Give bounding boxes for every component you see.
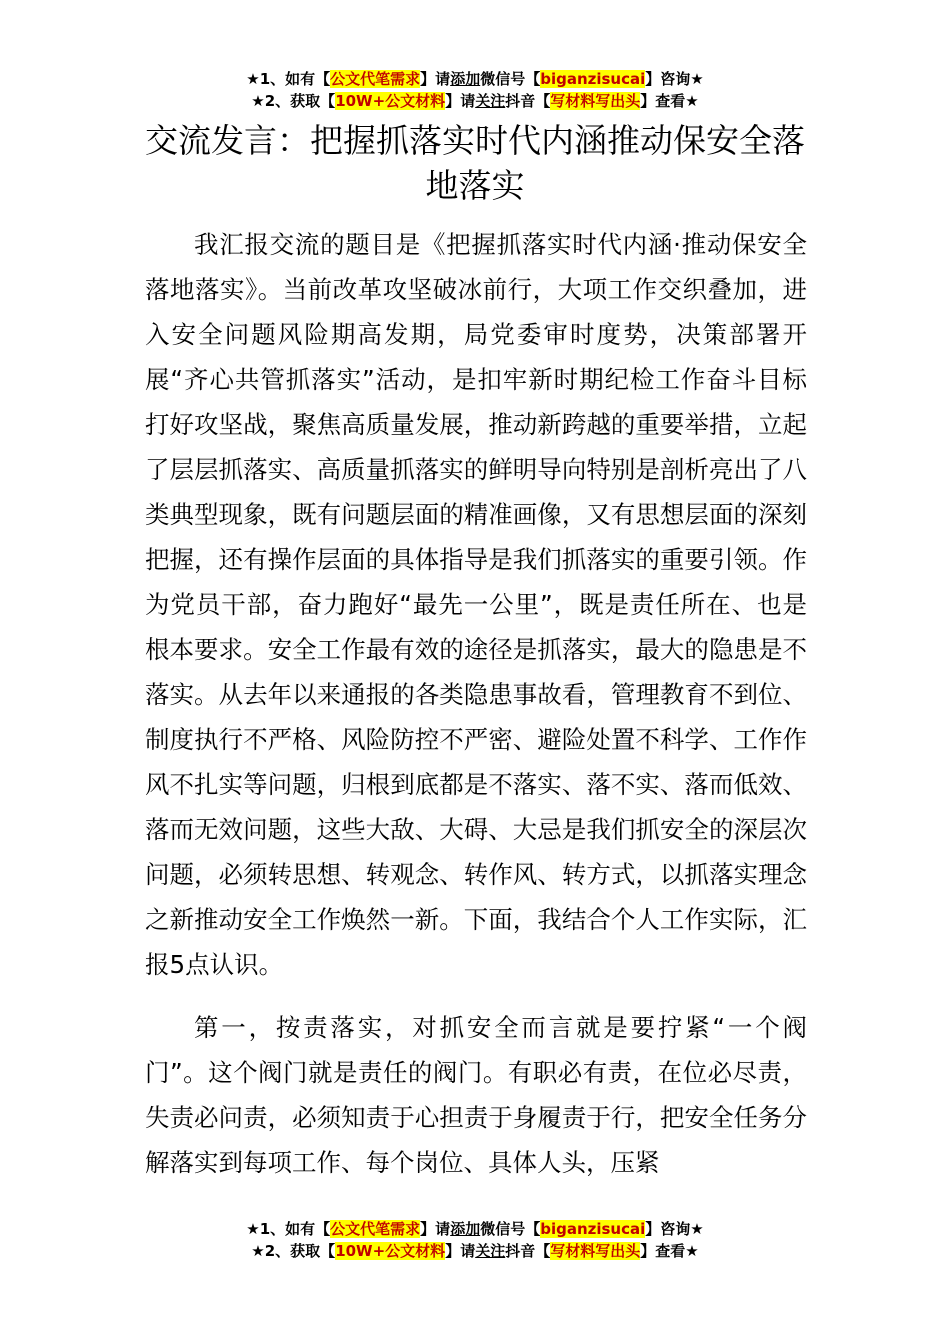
- document-body: [145, 222, 807, 1185]
- paragraph-intro: 我汇报交流的题目是《把握抓落实时代内涵·推动保安全落地落实》。当前改革攻坚破冰前行，大项工作交织叠加，进入安全问题风险期高发期，局党委审时度势，决策部署开展“齐心共管抓落实”活动，是扣牢新时期纪检工作奋斗目标打好攻坚战，聚焦高质量发展，推动新跨越的重要举措，立起了层层抓落实、高质量抓落实的鲜明导向特别是剖析亮出了八类典型现象，既有问题层面的精准画像，又有思想层面的深刻把握，还有操作层面的具体指导是我们抓落实的重要引领。作为党员干部，奋力跑好“最先一公里”，既是责任所在、也是根本要求。安全工作最有效的途径是抓落实，最大的隐患是不落实。从去年以来通报的各类隐患事故看，管理教育不到位、制度执行不严格、风险防控不严密、避险处置不科学、工作作风不扎实等问题，归根到底都是不落实、落不实、落而低效、落而无效问题，这些大敌、大碍、大忌是我们抓安全的深层次问题，必须转思想、转观念、转作风、转方式，以抓落实理念之新推动安全工作焕然一新。下面，我结合个人工作实际，汇报5点认识。: [145, 230, 807, 979]
- promo-line-2: ★2、获取【10W+公文材料】请关注抖音【写材料写出头】查看★: [251, 92, 699, 110]
- promo-line-1: ★1、如有【公文代笔需求】请添加微信号【biganzisucai】咨询★: [246, 70, 704, 88]
- highlight-wechat-id: biganzisucai: [540, 70, 646, 88]
- highlight-materials: 10W+公文材料: [335, 1242, 446, 1260]
- highlight-service: 公文代笔需求: [330, 70, 421, 88]
- promo-footer: [0, 1218, 950, 1262]
- promo-header: [0, 68, 950, 112]
- highlight-service: 公文代笔需求: [330, 1220, 421, 1238]
- paragraph-point-1: 第一，按责落实，对抓安全而言就是要拧紧“一个阀门”。这个阀门就是责任的阀门。有职必有责，在位必尽责，失责必问责，必须知责于心担责于身履责于行，把安全任务分解落实到每项工作、每个岗位、具体人头，压紧: [145, 1013, 807, 1177]
- highlight-materials: 10W+公文材料: [335, 92, 446, 110]
- promo-line-2: ★2、获取【10W+公文材料】请关注抖音【写材料写出头】查看★: [251, 1242, 699, 1260]
- document-title: 交流发言：把握抓落实时代内涵推动保安全落地落实: [145, 121, 805, 205]
- highlight-wechat-id: biganzisucai: [540, 1220, 646, 1238]
- highlight-douyin: 写材料写出头: [550, 92, 641, 110]
- promo-line-1: ★1、如有【公文代笔需求】请添加微信号【biganzisucai】咨询★: [246, 1220, 704, 1238]
- highlight-douyin: 写材料写出头: [550, 1242, 641, 1260]
